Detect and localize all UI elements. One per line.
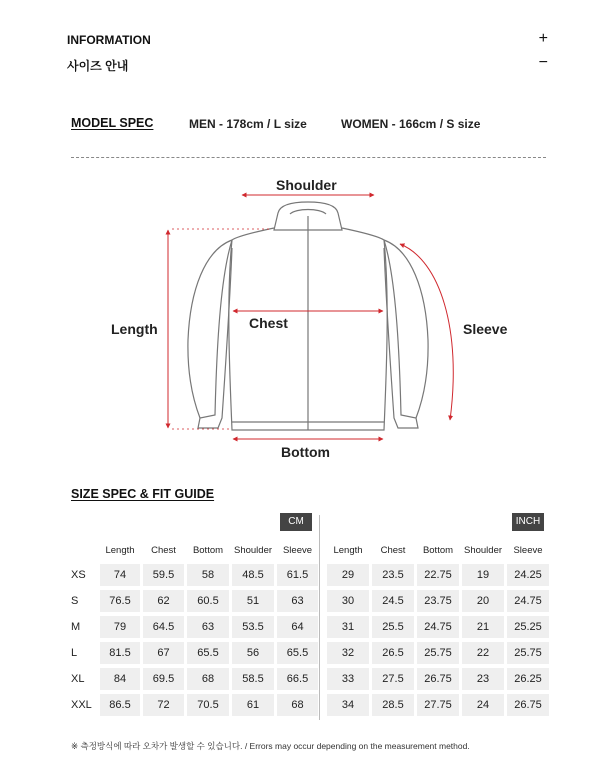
inch-value-bottom: 24.75 <box>417 616 459 638</box>
inch-value-shoulder: 22 <box>462 642 504 664</box>
cm-value-shoulder: 48.5 <box>232 564 274 586</box>
inch-value-chest: 26.5 <box>372 642 414 664</box>
inch-value-bottom: 26.75 <box>417 668 459 690</box>
table-row <box>69 564 318 586</box>
cm-value-shoulder: 61 <box>232 694 274 716</box>
header-size <box>69 540 97 560</box>
cm-value-sleeve: 64 <box>277 616 318 638</box>
inch-value-shoulder: 23 <box>462 668 504 690</box>
cm-value-shoulder: 53.5 <box>232 616 274 638</box>
inch-value-bottom: 23.75 <box>417 590 459 612</box>
size-label: XL <box>71 673 85 685</box>
label-bottom: Bottom <box>281 444 330 460</box>
inch-value-length: 29 <box>327 564 369 586</box>
inch-value-sleeve: 26.75 <box>507 694 549 716</box>
inch-value-length: 32 <box>327 642 369 664</box>
cm-value-sleeve: 66.5 <box>277 668 318 690</box>
cm-value-chest: 72 <box>143 694 184 716</box>
cm-value-chest: 64.5 <box>143 616 184 638</box>
label-length: Length <box>111 321 158 337</box>
table-row <box>327 616 549 638</box>
inch-value-chest: 27.5 <box>372 668 414 690</box>
table-row <box>69 694 318 716</box>
table-row <box>69 642 318 664</box>
cm-value-chest: 62 <box>143 590 184 612</box>
size-table-inch <box>324 536 552 720</box>
measurement-note: ※ 측정방식에 따라 오차가 발생할 수 있습니다. / Errors may occur depending on the measurement method. <box>71 741 470 751</box>
cm-value-bottom: 63 <box>187 616 229 638</box>
inch-value-length: 34 <box>327 694 369 716</box>
model-spec-women: WOMEN - 166cm / S size <box>341 117 481 131</box>
inch-value-shoulder: 21 <box>462 616 504 638</box>
inch-value-length: 30 <box>327 590 369 612</box>
table-row <box>69 668 318 690</box>
table-row <box>69 590 318 612</box>
size-spec-title: SIZE SPEC & FIT GUIDE <box>71 487 215 501</box>
inch-value-shoulder: 19 <box>462 564 504 586</box>
inch-value-chest: 25.5 <box>372 616 414 638</box>
size-table-cm <box>66 536 321 720</box>
table-row <box>69 616 318 638</box>
table-row <box>327 590 549 612</box>
cm-value-shoulder: 51 <box>232 590 274 612</box>
cm-value-bottom: 70.5 <box>187 694 229 716</box>
inch-value-sleeve: 25.25 <box>507 616 549 638</box>
inch-value-shoulder: 20 <box>462 590 504 612</box>
inch-header-bottom: Bottom <box>422 544 454 556</box>
size-label: XS <box>71 569 86 581</box>
cm-header-shoulder: Shoulder <box>233 544 273 556</box>
inch-value-chest: 24.5 <box>372 590 414 612</box>
cm-value-sleeve: 61.5 <box>277 564 318 586</box>
plus-icon[interactable]: + <box>538 30 548 47</box>
inch-header-length: Length <box>333 544 363 556</box>
inch-badge: INCH <box>512 513 544 531</box>
cm-value-shoulder: 56 <box>232 642 274 664</box>
inch-value-sleeve: 24.75 <box>507 590 549 612</box>
cm-header-chest: Chest <box>151 544 176 556</box>
inch-value-sleeve: 24.25 <box>507 564 549 586</box>
accordion-information-label: INFORMATION <box>67 33 151 47</box>
cm-value-chest: 67 <box>143 642 184 664</box>
inch-value-sleeve: 26.25 <box>507 668 549 690</box>
cm-value-chest: 59.5 <box>143 564 184 586</box>
cm-value-length: 76.5 <box>100 590 140 612</box>
inch-value-bottom: 25.75 <box>417 642 459 664</box>
inch-value-bottom: 27.75 <box>417 694 459 716</box>
inch-value-bottom: 22.75 <box>417 564 459 586</box>
cm-value-bottom: 60.5 <box>187 590 229 612</box>
cm-value-sleeve: 63 <box>277 590 318 612</box>
size-label: S <box>71 595 79 607</box>
cm-value-bottom: 68 <box>187 668 229 690</box>
cm-value-bottom: 58 <box>187 564 229 586</box>
table-row <box>327 694 549 716</box>
cm-header-sleeve: Sleeve <box>282 544 313 556</box>
cm-value-length: 86.5 <box>100 694 140 716</box>
inch-value-length: 31 <box>327 616 369 638</box>
inch-header-sleeve: Sleeve <box>513 544 543 556</box>
label-sleeve: Sleeve <box>463 321 508 337</box>
size-label: XXL <box>71 699 92 711</box>
table-row <box>327 564 549 586</box>
size-label: M <box>71 621 81 633</box>
table-row <box>327 642 549 664</box>
table-row <box>327 668 549 690</box>
inch-header-shoulder: Shoulder <box>463 544 503 556</box>
cm-value-bottom: 65.5 <box>187 642 229 664</box>
cm-value-length: 74 <box>100 564 140 586</box>
inch-header-chest: Chest <box>380 544 406 556</box>
inch-value-shoulder: 24 <box>462 694 504 716</box>
inch-value-chest: 28.5 <box>372 694 414 716</box>
cm-value-shoulder: 58.5 <box>232 668 274 690</box>
accordion-size-guide-label: 사이즈 안내 <box>67 59 129 73</box>
cm-value-length: 84 <box>100 668 140 690</box>
label-shoulder: Shoulder <box>276 177 337 193</box>
inch-value-chest: 23.5 <box>372 564 414 586</box>
label-chest: Chest <box>249 315 288 331</box>
minus-icon[interactable]: − <box>538 54 548 71</box>
cm-value-sleeve: 65.5 <box>277 642 318 664</box>
inch-value-length: 33 <box>327 668 369 690</box>
size-label: L <box>71 647 78 659</box>
cm-header-bottom: Bottom <box>192 544 224 556</box>
cm-value-sleeve: 68 <box>277 694 318 716</box>
model-spec-men: MEN - 178cm / L size <box>189 117 307 131</box>
cm-value-chest: 69.5 <box>143 668 184 690</box>
inch-value-sleeve: 25.75 <box>507 642 549 664</box>
cm-badge: CM <box>280 513 312 531</box>
cm-value-length: 79 <box>100 616 140 638</box>
measurement-lines <box>168 195 453 439</box>
cm-header-length: Length <box>105 544 135 556</box>
model-spec-title: MODEL SPEC <box>71 116 154 130</box>
jacket-outline <box>188 202 428 430</box>
cm-value-length: 81.5 <box>100 642 140 664</box>
